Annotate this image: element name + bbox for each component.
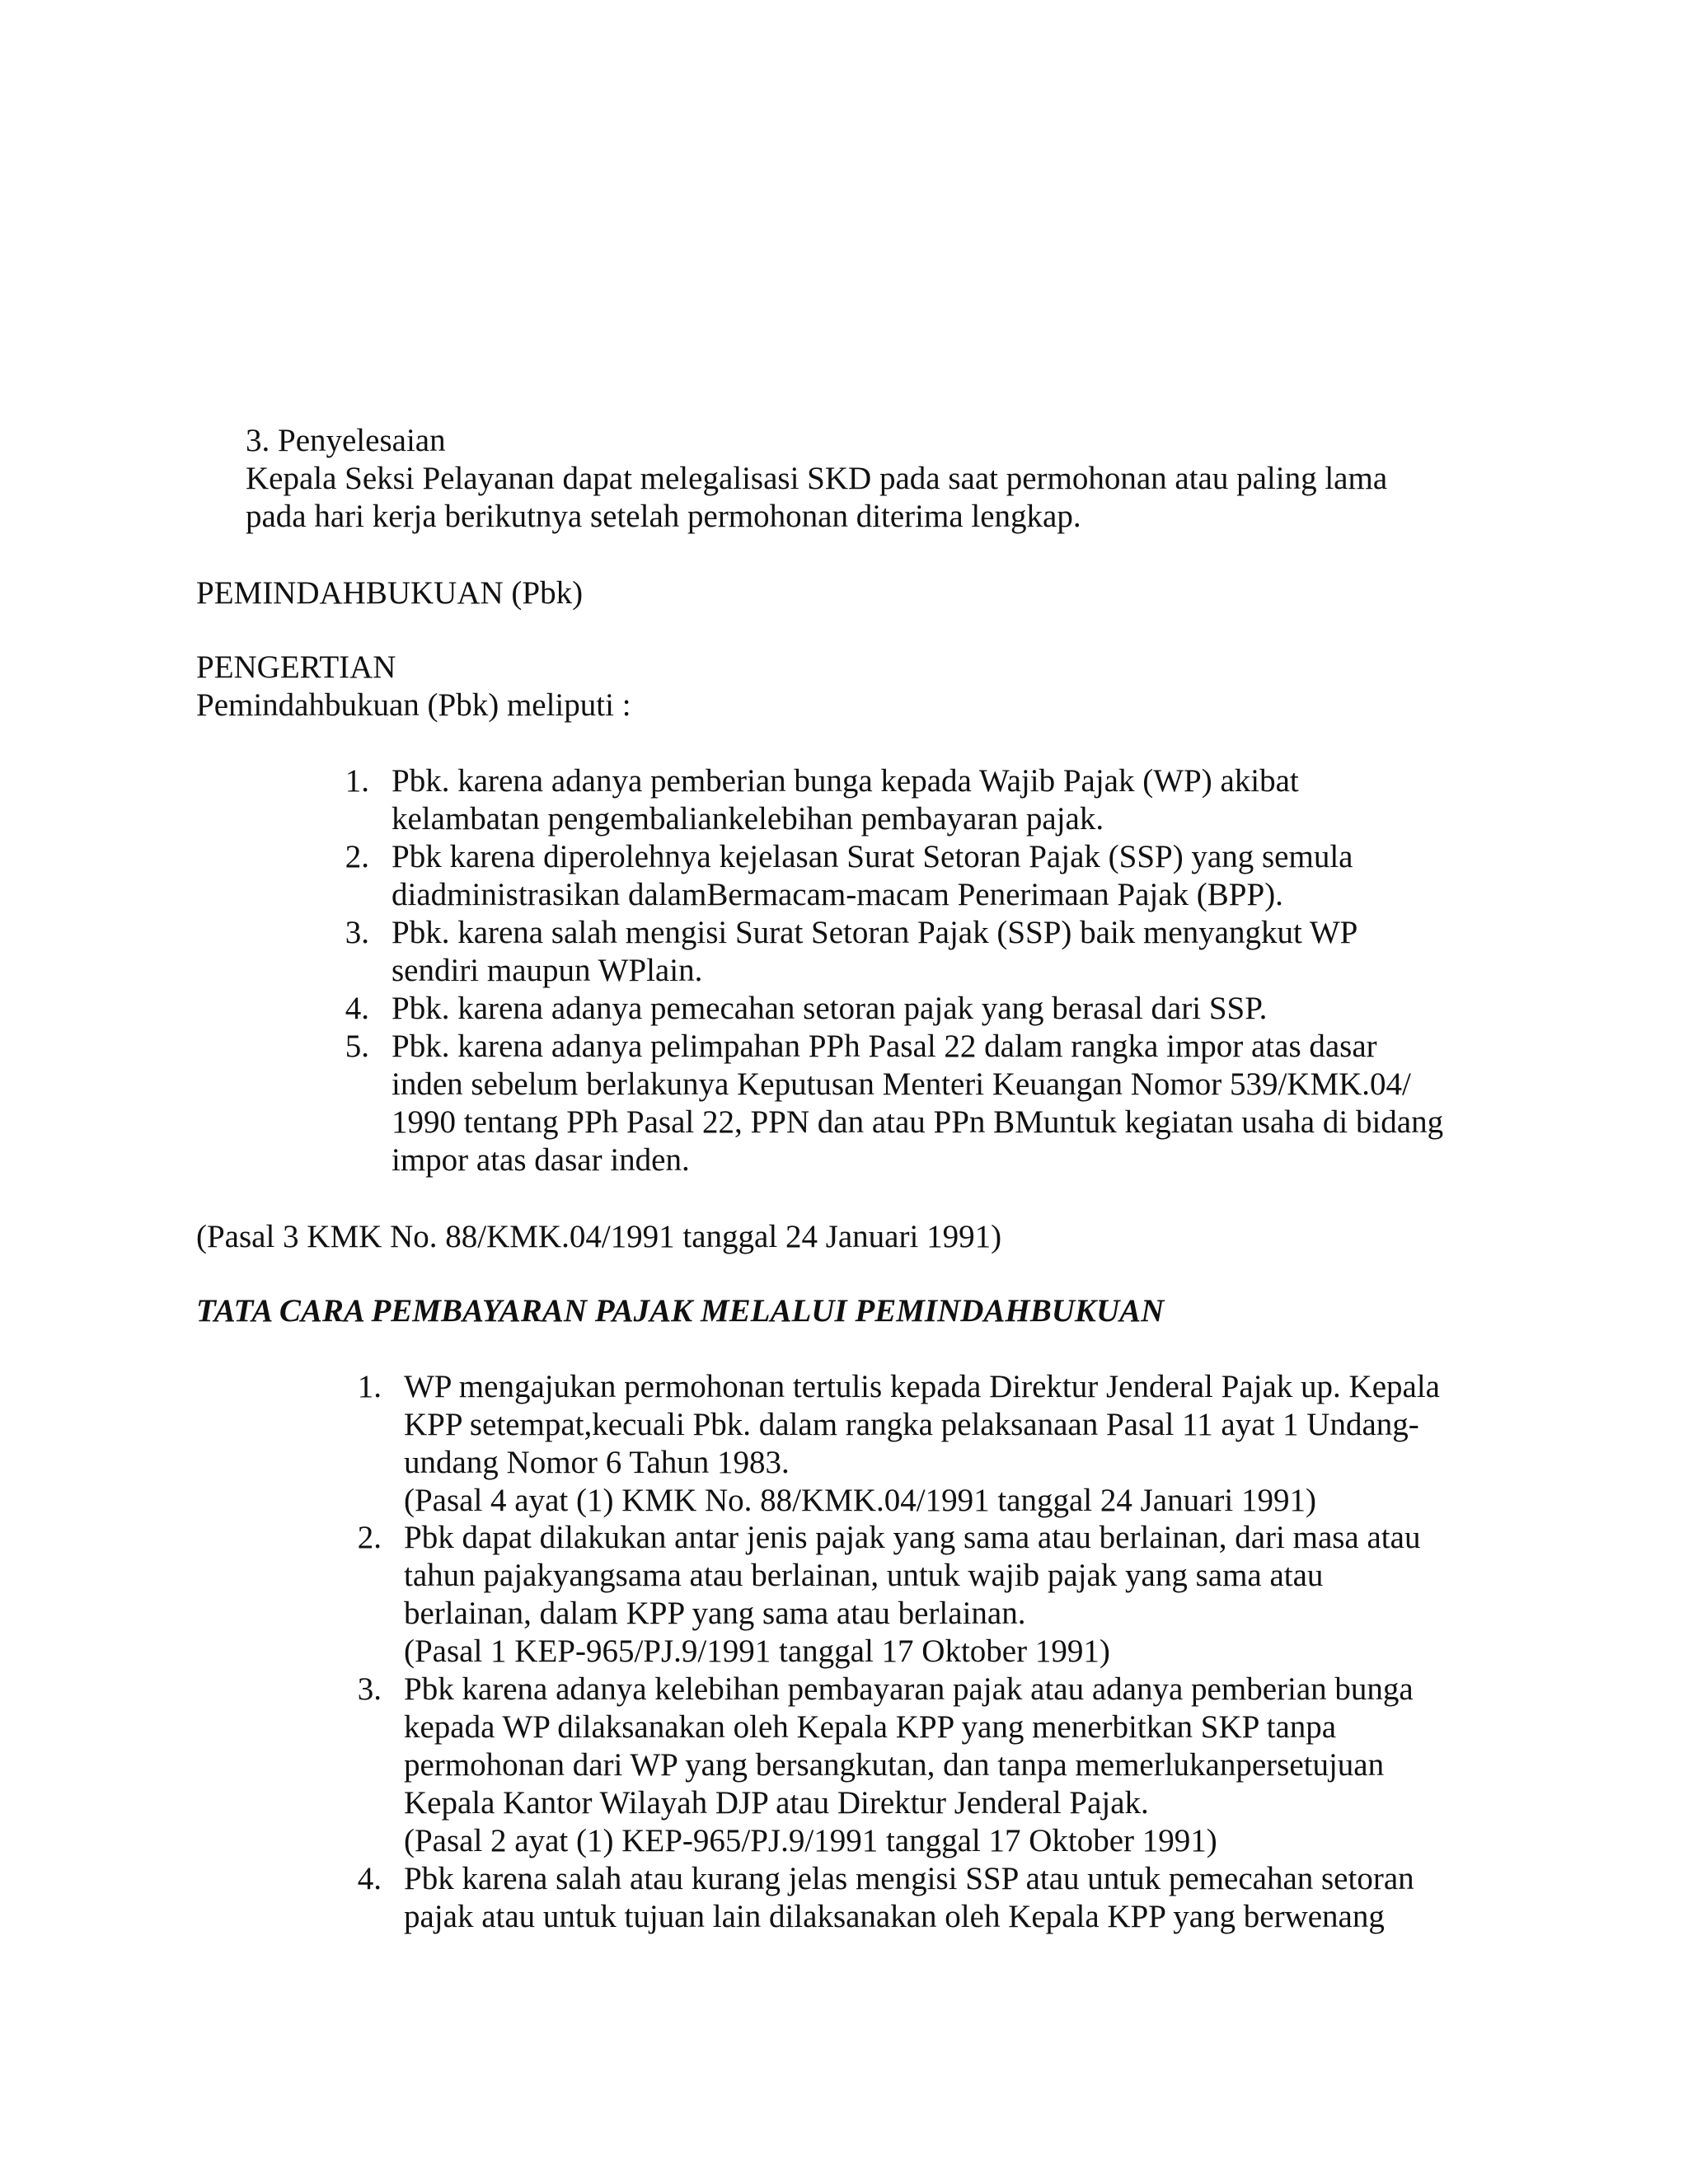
list-item-line: Pbk karena diperolehnya kejelasan Surat Setoran Pajak (SSP) yang semula [392,839,1353,874]
list-item-line: permohonan dari WP yang bersangkutan, dan tanpa memerlukanpersetujuan [404,1747,1385,1783]
tatacara-heading: TATA CARA PEMBAYARAN PAJAK MELALUI PEMINDAHBUKUAN [196,1293,1165,1329]
list-item-line: (Pasal 4 ayat (1) KMK No. 88/KMK.04/1991 tanggal 24 Januari 1991) [404,1483,1316,1518]
list-item-line: sendiri maupun WPlain. [392,953,703,988]
list-item-line: WP mengajukan permohonan tertulis kepada Direktur Jenderal Pajak up. Kepala [404,1369,1440,1404]
section-text-line: pada hari kerja berikutnya setelah permohonan diterima lengkap. [246,499,1081,534]
section-title: 3. Penyelesaian [246,423,446,458]
list-item-line: pajak atau untuk tujuan lain dilaksanakan oleh Kepala KPP yang berwenang [404,1899,1385,1934]
list-number: 4. [357,1861,382,1896]
list-item-line: (Pasal 1 KEP-965/PJ.9/1991 tanggal 17 Oktober 1991) [404,1633,1110,1669]
list-number: 1. [357,1369,382,1404]
list-item-line: (Pasal 2 ayat (1) KEP-965/PJ.9/1991 tanggal 17 Oktober 1991) [404,1823,1217,1858]
list-item-line: Kepala Kantor Wilayah DJP atau Direktur Jenderal Pajak. [404,1785,1149,1821]
list-item-line: KPP setempat,kecuali Pbk. dalam rangka pelaksanaan Pasal 11 ayat 1 Undang- [404,1407,1419,1442]
section-text-line: Kepala Seksi Pelayanan dapat melegalisasi SKD pada saat permohonan atau paling lama [246,461,1388,496]
list-item-line: Pbk karena salah atau kurang jelas mengisi SSP atau untuk pemecahan setoran [404,1861,1414,1896]
list-item-line: Pbk dapat dilakukan antar jenis pajak yang sama atau berlainan, dari masa atau [404,1520,1421,1555]
list-number: 2. [357,1520,382,1555]
list-item-line: impor atas dasar inden. [392,1142,690,1178]
list-item-line: diadministrasikan dalamBermacam-macam Penerimaan Pajak (BPP). [392,877,1283,912]
list-number: 1. [345,763,369,799]
list-item-line: berlainan, dalam KPP yang sama atau berlainan. [404,1596,1026,1631]
list-item-line: inden sebelum berlakunya Keputusan Menteri Keuangan Nomor 539/KMK.04/ [392,1066,1411,1102]
pbk-reference: (Pasal 3 KMK No. 88/KMK.04/1991 tanggal 24 Januari 1991) [196,1219,1002,1254]
list-item-line: kelambatan pengembaliankelebihan pembayaran pajak. [392,801,1104,837]
list-item-line: Pbk. karena adanya pelimpahan PPh Pasal 22 dalam rangka impor atas dasar [392,1029,1377,1064]
list-item-line: 1990 tentang PPh Pasal 22, PPN dan atau PPn BMuntuk kegiatan usaha di bidang [392,1104,1444,1140]
list-item-line: undang Nomor 6 Tahun 1983. [404,1445,790,1480]
list-item-line: Pbk. karena adanya pemberian bunga kepada Wajib Pajak (WP) akibat [392,763,1299,799]
list-item-line: tahun pajakyangsama atau berlainan, untuk wajib pajak yang sama atau [404,1558,1324,1593]
list-number: 4. [345,991,369,1026]
list-number: 3. [345,915,369,950]
pbk-subheading: PENGERTIAN [196,649,396,685]
list-item-line: kepada WP dilaksanakan oleh Kepala KPP yang menerbitkan SKP tanpa [404,1709,1337,1745]
list-number: 5. [345,1029,369,1064]
list-number: 2. [345,839,369,874]
list-number: 3. [357,1671,382,1707]
list-item-line: Pbk karena adanya kelebihan pembayaran pajak atau adanya pemberian bunga [404,1671,1414,1707]
list-item-line: Pbk. karena adanya pemecahan setoran pajak yang berasal dari SSP. [392,991,1268,1026]
pbk-intro: Pemindahbukuan (Pbk) meliputi : [196,687,631,723]
list-item-line: Pbk. karena salah mengisi Surat Setoran Pajak (SSP) baik menyangkut WP [392,915,1358,950]
pbk-heading: PEMINDAHBUKUAN (Pbk) [196,575,584,611]
